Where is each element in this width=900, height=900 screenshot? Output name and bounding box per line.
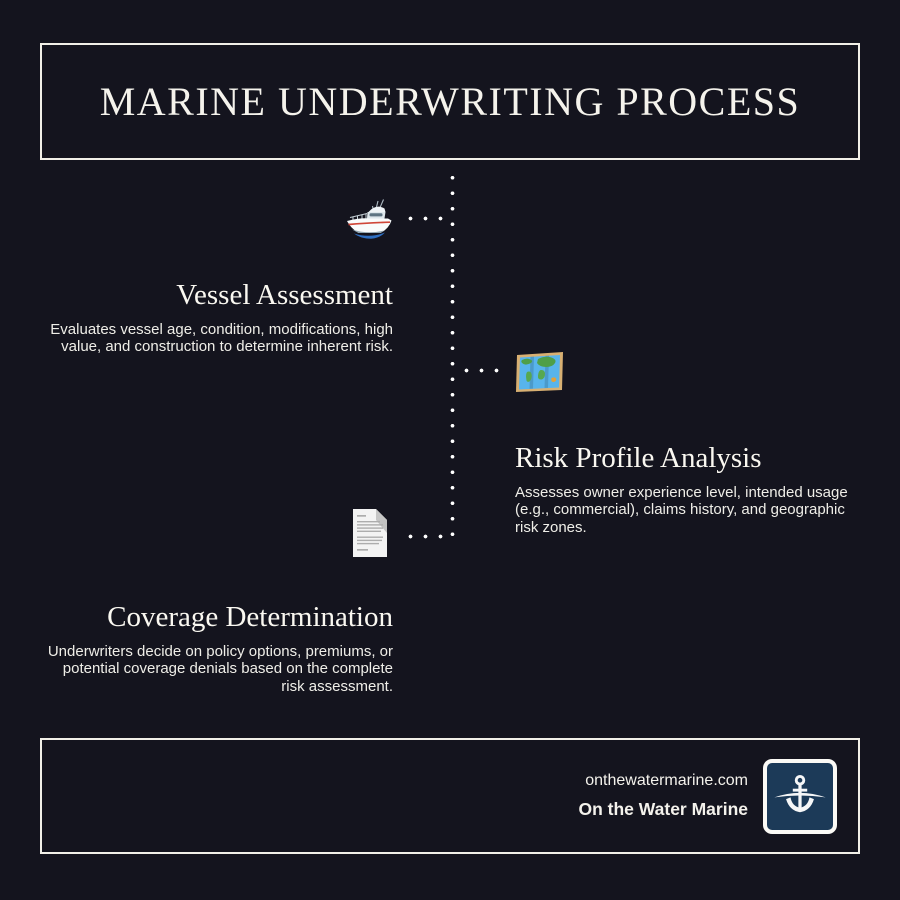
step-risk-profile-analysis	[515, 443, 852, 536]
step-description: Assesses owner experience level, intended usage (e.g., commercial), claims history, and geographic risk zones.	[515, 483, 848, 536]
step-vessel-assessment	[40, 280, 393, 356]
dotted-branch-step-1	[403, 216, 450, 221]
brand-name: On the Water Marine	[578, 799, 748, 819]
page-title: MARINE UNDERWRITING PROCESS	[99, 79, 801, 124]
website-url: onthewatermarine.com	[585, 772, 748, 789]
document-icon	[346, 506, 394, 560]
title-box	[40, 43, 860, 160]
step-heading: Coverage Determination	[107, 601, 393, 633]
footer-box	[40, 738, 860, 854]
motor-boat-icon	[343, 197, 395, 247]
step-description: Underwriters decide on policy options, premiums, or potential coverage denials based on the complete risk assessment.	[47, 642, 393, 695]
dotted-branch-step-2	[459, 368, 506, 373]
world-map-icon	[513, 347, 567, 397]
footer-text	[578, 772, 748, 820]
dotted-branch-step-3	[403, 534, 450, 539]
step-description: Evaluates vessel age, condition, modifications, high value, and construction to determine inherent risk.	[50, 320, 393, 356]
vertical-dotted-line	[450, 170, 455, 542]
anchor-icon	[767, 763, 833, 830]
step-heading: Vessel Assessment	[176, 279, 393, 311]
step-heading: Risk Profile Analysis	[515, 442, 762, 474]
brand-logo	[763, 759, 837, 834]
step-coverage-determination	[40, 602, 393, 695]
